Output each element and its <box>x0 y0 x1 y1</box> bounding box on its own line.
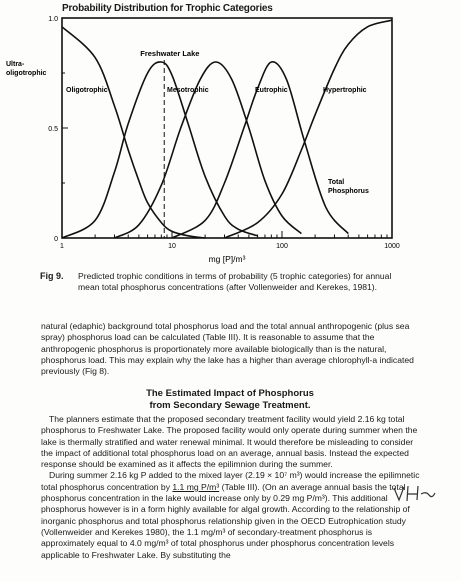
paragraph-natural-load <box>41 321 426 377</box>
figure-caption: Predicted trophic conditions in terms of probability (5 trophic categories) for annual mean total phosphorus concentrations (after Vollenweider and Kerekes, 1981). <box>78 271 392 292</box>
curve-group <box>62 20 392 238</box>
label-phosphorus: Phosphorus <box>328 188 369 195</box>
plot-frame <box>62 18 392 238</box>
trophic-probability-chart <box>0 0 461 268</box>
paragraph-1: natural (edaphic) background total phosphorus load and the total annual anthropogenic (plus sea spray) phosphorus load can be calculated (Table III). It is reasonable to assume that the anthropogenic phosphorus is proportionately more available biologically than is the natural, phosphorus load. This may explain why the lake has a higher than average chlorophyll-a indicated previously (Fig 8). <box>41 321 414 377</box>
section-body <box>41 414 426 561</box>
section-heading-line-2: from Secondary Sewage Treatment. <box>149 400 311 411</box>
section-heading-line-1: The Estimated Impact of Phosphorus <box>146 388 314 399</box>
y-tick-label: 1.0 <box>48 16 58 23</box>
y-tick-label: 0 <box>54 236 58 243</box>
handwritten-initials <box>390 482 438 506</box>
underlined-concentration: 1.1 mg P/m³ <box>172 481 220 492</box>
y-tick-label: 0.5 <box>48 126 58 133</box>
label-mesotrophic: Mesotrophic <box>167 87 209 94</box>
label-oligotrophic: Oligotrophic <box>66 87 108 94</box>
figure-title: Probability Distribution for Trophic Categories <box>62 3 273 14</box>
label-ultra: Ultra- <box>6 61 25 68</box>
freshwater-lake-label: Freshwater Lake <box>140 49 200 58</box>
paragraph-2: The planners estimate that the proposed secondary treatment facility would yield 2.16 kg total phosphorus to Freshwater Lake. The proposed facility would only operate during summer when the lake is thermally stratified and water renewal minimal. It would therefore be misleading to consider the impact of additional total phosphorus load on an average, annual basis. Instead the expected response should be examined as it affects the epilimnion during the summer. <box>41 414 418 470</box>
figure-label: Fig 9. <box>40 271 64 281</box>
paragraph-3-start: During summer 2.16 kg P added to the mixed layer (2.19 × 10⁷ m³) would increase the epilimnetic total phosphorus concentration by <box>41 470 420 492</box>
paragraph-3 <box>41 470 426 560</box>
label-hypertrophic: Hypertrophic <box>323 87 367 94</box>
section-heading <box>120 388 340 412</box>
x-tick-label: 10 <box>168 243 176 250</box>
label-total: Total <box>328 179 345 186</box>
paragraph-3-rest: (Table III). (On an average annual basis the total phosphorus concentration in the lake would increase only by 0.29 mg P/m³). This additional phosphorus however is in a form highly available for algal growth. According to the relationship of inorganic phosphorus and total phosphorus relationship given in the OECD Eutrophication study (Vollenweider and Kerekes 1980), the 1.1 mg/m³ of secondary-treatment phosphorus is approximately equal to 4.0 mg/m³ of total phosphorus under phosphorus concentration levels applicable to Freshwater Lake. By substituting the <box>41 481 410 560</box>
x-axis-label: mg [P]/m³ <box>208 254 246 264</box>
chart-axes <box>62 18 392 238</box>
label-ultra-2: oligotrophic <box>6 70 47 77</box>
x-tick-label: 1000 <box>384 243 400 250</box>
x-tick-label: 100 <box>276 243 288 250</box>
x-tick-label: 1 <box>60 243 64 250</box>
label-eutrophic: Eutrophic <box>255 87 288 94</box>
curve-series-1 <box>62 27 205 238</box>
